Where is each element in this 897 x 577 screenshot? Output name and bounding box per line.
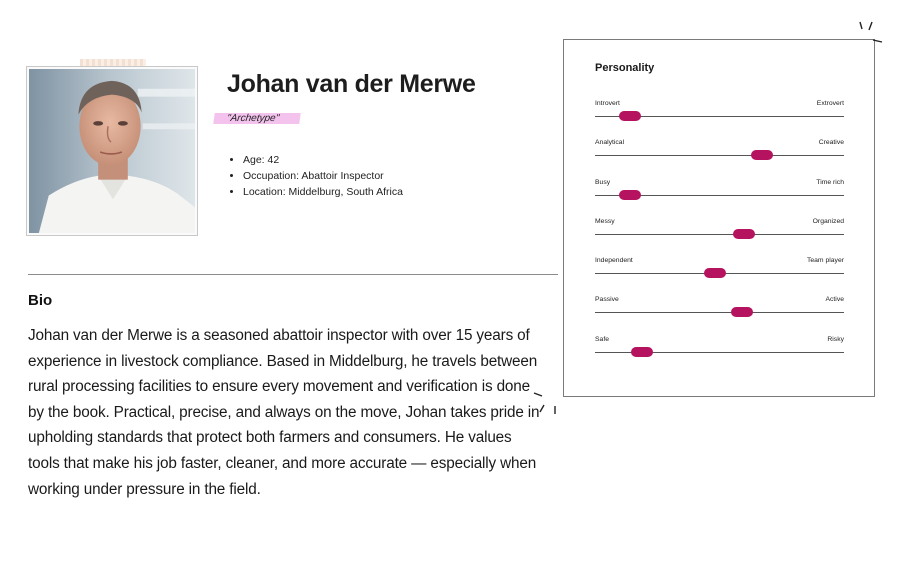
slider-thumb[interactable] (631, 347, 653, 357)
trait-right-label: Team player (806, 257, 844, 264)
trait-introvert-extrovert (595, 100, 844, 124)
trait-safe-risky (595, 336, 844, 360)
bio-title: Bio (28, 292, 53, 309)
personality-card (563, 39, 875, 397)
slider-thumb[interactable] (751, 150, 773, 160)
trait-left-label: Independent (595, 257, 633, 264)
trait-analytical-creative (595, 139, 844, 163)
slider-track (595, 155, 844, 156)
trait-right-label: Time rich (816, 179, 844, 186)
trait-left-label: Passive (595, 296, 619, 303)
trait-left-label: Busy (595, 179, 611, 186)
slider-thumb[interactable] (733, 229, 755, 239)
trait-left-label: Analytical (595, 139, 625, 146)
sparkle-doodle-top (855, 18, 885, 46)
persona-facts (232, 152, 403, 200)
section-divider (28, 274, 558, 275)
slider-thumb[interactable] (619, 111, 641, 121)
bio-text: Johan van der Merwe is a seasoned abattoir inspector with over 15 years of experience in livestock compliance. Based in Middelburg, he travels between rural processing facilities to ensure every movement and verification is done by the book. Practical, precise, and always on the move, Johan takes pride in upholding standards that protect both farmers and consumers. He values tools that make his job faster, cleaner, and more accurate — especially when working under pressure in the field. (28, 327, 540, 498)
trait-right-label: Risky (827, 336, 844, 343)
slider-track (595, 312, 844, 313)
trait-independent-team-player (595, 257, 844, 281)
trait-busy-time-rich (595, 179, 844, 203)
trait-messy-organized (595, 218, 844, 242)
fact-location: • Location: Middelburg, South Africa (243, 184, 403, 200)
slider-thumb[interactable] (619, 190, 641, 200)
trait-right-label: Organized (812, 218, 844, 225)
persona-photo (26, 66, 198, 236)
trait-left-label: Messy (595, 218, 615, 225)
slider-thumb[interactable] (731, 307, 753, 317)
personality-title: Personality (595, 62, 655, 74)
trait-passive-active (595, 296, 844, 320)
slider-track (595, 234, 844, 235)
sparkle-doodle-bottom (530, 388, 562, 418)
trait-left-label: Safe (595, 336, 609, 343)
slider-thumb[interactable] (704, 268, 726, 278)
trait-right-label: Creative (818, 139, 844, 146)
trait-right-label: Extrovert (816, 100, 844, 107)
fact-age: • Age: 42 (243, 152, 403, 168)
fact-occupation: • Occupation: Abattoir Inspector (243, 168, 403, 184)
persona-name: Johan van der Merwe (227, 70, 476, 98)
archetype-label: "Archetype" (213, 113, 301, 124)
trait-right-label: Active (825, 296, 844, 303)
trait-left-label: Introvert (595, 100, 620, 107)
portrait-image (29, 69, 195, 233)
